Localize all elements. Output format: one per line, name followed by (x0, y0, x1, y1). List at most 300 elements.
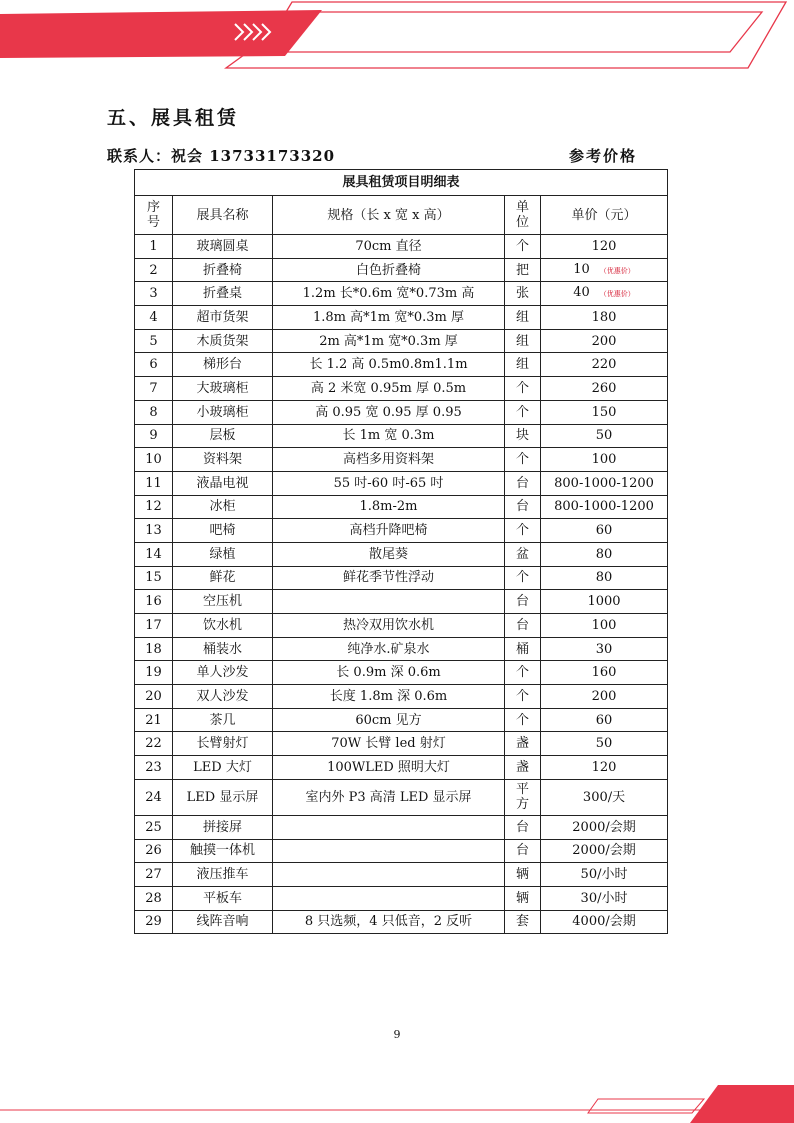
row-no-text: 10 (145, 452, 162, 468)
row-name-text: 平板车 (202, 890, 242, 906)
row-spec (273, 377, 505, 401)
row-name-text: LED 大灯 (193, 759, 252, 775)
row-spec (273, 708, 505, 732)
row-price-text: 800-1000-1200 (554, 475, 654, 491)
table-row (135, 815, 668, 839)
row-name (173, 637, 273, 661)
row-no (135, 400, 173, 424)
row-unit (505, 471, 541, 495)
row-price-text: 60 (595, 523, 613, 539)
row-price-text: 80 (595, 546, 613, 562)
table-caption: 展具租赁项目明细表 (135, 170, 668, 196)
row-name-text: 触摸一体机 (189, 843, 255, 859)
row-no-text: 23 (145, 759, 162, 775)
table-row (135, 637, 668, 661)
row-spec-text: 60cm 见方 (355, 712, 422, 728)
row-spec (273, 282, 505, 306)
row-spec-text: 室内外 P3 高清 LED 显示屏 (305, 789, 472, 805)
header-unit: 单位 (505, 196, 541, 235)
row-unit-text: 个 (515, 688, 529, 704)
row-no (135, 329, 173, 353)
row-price-text: 120 (591, 759, 617, 775)
row-price (541, 732, 668, 756)
row-name-text: 玻璃圆桌 (196, 238, 249, 254)
row-price (541, 779, 668, 815)
row-spec-text: 长 0.9m 深 0.6m (336, 665, 441, 681)
table-row (135, 353, 668, 377)
row-spec (273, 756, 505, 780)
row-name-text: 层板 (209, 428, 236, 444)
row-spec (273, 779, 505, 815)
row-spec-text: 长度 1.8m 深 0.6m (329, 688, 448, 704)
row-price-text: 200 (591, 333, 617, 349)
row-no-text: 12 (145, 499, 162, 515)
row-name-text: 双人沙发 (196, 688, 249, 704)
row-name-text: 液压推车 (196, 867, 249, 883)
footer-decoration (0, 1083, 794, 1123)
row-no-text: 15 (145, 570, 162, 586)
row-spec (273, 614, 505, 638)
table-row (135, 377, 668, 401)
row-unit (505, 258, 541, 282)
row-price (541, 519, 668, 543)
row-no-text: 27 (145, 867, 162, 883)
row-unit (505, 282, 541, 306)
row-unit-text: 个 (515, 380, 529, 396)
row-price-text: 800-1000-1200 (554, 499, 654, 515)
row-spec (273, 566, 505, 590)
row-price (541, 863, 668, 887)
row-unit (505, 732, 541, 756)
row-name (173, 519, 273, 543)
row-name-text: 资料架 (202, 452, 242, 468)
row-no (135, 306, 173, 330)
row-unit-text: 组 (515, 357, 529, 373)
row-no-text: 4 (149, 309, 158, 325)
row-unit-text: 张 (515, 286, 529, 302)
table-row (135, 448, 668, 472)
row-unit (505, 448, 541, 472)
row-price (541, 353, 668, 377)
table-row (135, 779, 668, 815)
row-spec-text: 1.8m-2m (359, 499, 418, 515)
row-unit-text: 组 (515, 309, 529, 325)
row-unit (505, 519, 541, 543)
row-spec-text: 长 1m 宽 0.3m (342, 428, 435, 444)
row-spec-text: 长 1.2 高 0.5m0.8m1.1m (309, 357, 468, 373)
row-no (135, 495, 173, 519)
row-spec (273, 353, 505, 377)
row-price-text: 2000/会期 (572, 843, 636, 859)
table-row (135, 685, 668, 709)
row-price (541, 448, 668, 472)
row-unit-text: 个 (515, 712, 529, 728)
row-name (173, 448, 273, 472)
row-unit (505, 329, 541, 353)
row-price (541, 306, 668, 330)
row-name-text: 梯形台 (202, 357, 242, 373)
discount-note: （优惠价） (599, 290, 635, 299)
row-price (541, 400, 668, 424)
row-name-text: 长臂射灯 (196, 736, 249, 752)
row-price (541, 614, 668, 638)
row-price (541, 839, 668, 863)
rental-table (134, 169, 668, 934)
row-no (135, 566, 173, 590)
row-name (173, 282, 273, 306)
row-price-text: 300/天 (582, 789, 626, 805)
discount-note: （优惠价） (599, 266, 635, 275)
row-unit (505, 566, 541, 590)
row-spec (273, 815, 505, 839)
row-price-text: 200 (591, 688, 617, 704)
row-name-text: 小玻璃柜 (196, 404, 249, 420)
row-spec-text: 白色折叠椅 (355, 262, 421, 278)
header-price: 单价（元） (541, 196, 668, 235)
row-no (135, 424, 173, 448)
row-no-text: 2 (149, 262, 158, 278)
row-no (135, 886, 173, 910)
header-name: 展具名称 (173, 196, 273, 235)
row-unit-text: 台 (515, 843, 529, 859)
row-spec-text: 1.2m 长*0.6m 宽*0.73m 高 (302, 286, 475, 302)
header-red-band (0, 10, 322, 58)
row-name (173, 306, 273, 330)
row-name (173, 400, 273, 424)
row-name (173, 661, 273, 685)
row-name-text: 吧椅 (209, 523, 236, 539)
row-unit (505, 495, 541, 519)
row-price-text: 50/小时 (580, 867, 628, 883)
row-no-text: 21 (145, 712, 162, 728)
row-no-text: 14 (145, 546, 162, 562)
row-price-text: 220 (591, 357, 617, 373)
row-no-text: 11 (145, 475, 162, 491)
row-price (541, 756, 668, 780)
row-name (173, 779, 273, 815)
table-row (135, 400, 668, 424)
row-name-text: 冰柜 (209, 499, 236, 515)
row-price (541, 282, 668, 306)
row-price (541, 377, 668, 401)
row-spec-text: 55 吋-60 吋-65 吋 (333, 475, 444, 491)
table-row (135, 306, 668, 330)
row-unit-text: 台 (515, 475, 529, 491)
table-row (135, 863, 668, 887)
row-name (173, 353, 273, 377)
row-unit (505, 353, 541, 377)
row-name-text: 茶几 (209, 712, 236, 728)
table-row (135, 566, 668, 590)
row-name (173, 708, 273, 732)
row-unit (505, 235, 541, 259)
row-price-text: 100 (591, 452, 617, 468)
row-price (541, 495, 668, 519)
row-no (135, 708, 173, 732)
row-spec (273, 424, 505, 448)
row-no (135, 353, 173, 377)
row-spec-text: 高 0.95 宽 0.95 厚 0.95 (315, 404, 462, 420)
row-no-text: 6 (149, 357, 158, 373)
row-name (173, 839, 273, 863)
table-row (135, 910, 668, 934)
row-price (541, 910, 668, 934)
row-unit (505, 614, 541, 638)
row-no-text: 7 (149, 380, 158, 396)
row-no (135, 590, 173, 614)
row-name-text: 空压机 (202, 594, 242, 610)
row-name (173, 863, 273, 887)
row-spec (273, 448, 505, 472)
row-price-text: 2000/会期 (572, 819, 636, 835)
row-spec (273, 685, 505, 709)
table-row (135, 235, 668, 259)
row-no (135, 519, 173, 543)
row-name (173, 756, 273, 780)
row-price (541, 424, 668, 448)
row-unit (505, 886, 541, 910)
row-no-text: 8 (149, 404, 158, 420)
row-price (541, 258, 668, 282)
row-unit (505, 839, 541, 863)
row-unit-text: 个 (515, 452, 529, 468)
contact-label: 联系人：祝会 (107, 147, 204, 165)
row-price-text: 50 (595, 428, 613, 444)
row-no-text: 17 (145, 617, 162, 633)
row-name (173, 566, 273, 590)
row-unit-text: 个 (515, 523, 529, 539)
row-unit (505, 708, 541, 732)
row-name-text: 超市货架 (196, 309, 249, 325)
row-no (135, 448, 173, 472)
row-unit-text: 桶 (515, 641, 529, 657)
row-no (135, 779, 173, 815)
row-no-text: 19 (145, 665, 162, 681)
row-name-text: 鲜花 (209, 570, 236, 586)
row-spec-text: 70W 长臂 led 射灯 (331, 736, 446, 752)
row-no (135, 235, 173, 259)
row-unit-text: 块 (515, 428, 529, 444)
row-unit-text: 台 (515, 594, 529, 610)
row-price-text: 180 (591, 309, 617, 325)
row-name (173, 886, 273, 910)
row-spec-text: 高 2 米宽 0.95m 厚 0.5m (310, 380, 467, 396)
row-unit (505, 661, 541, 685)
row-name-text: 绿植 (209, 546, 236, 562)
table-row (135, 732, 668, 756)
row-price (541, 815, 668, 839)
row-unit-text: 平方 (515, 782, 529, 813)
row-spec (273, 910, 505, 934)
row-no-text: 29 (145, 914, 162, 930)
row-spec (273, 661, 505, 685)
row-spec-text: 100WLED 照明大灯 (327, 759, 450, 775)
row-price (541, 708, 668, 732)
row-spec (273, 306, 505, 330)
row-spec (273, 590, 505, 614)
row-unit-text: 个 (515, 404, 529, 420)
table-row (135, 258, 668, 282)
row-no-text: 20 (145, 688, 162, 704)
row-no-text: 22 (145, 736, 162, 752)
table-row (135, 708, 668, 732)
row-price (541, 471, 668, 495)
row-unit-text: 辆 (515, 867, 529, 883)
row-spec (273, 495, 505, 519)
row-unit (505, 685, 541, 709)
row-no-text: 5 (149, 333, 158, 349)
row-price-text: 260 (591, 380, 617, 396)
row-price-text: 30 (595, 641, 613, 657)
row-name (173, 377, 273, 401)
row-no (135, 282, 173, 306)
row-name-text: 木质货架 (196, 333, 249, 349)
row-spec-text: 70cm 直径 (355, 238, 422, 254)
row-name (173, 590, 273, 614)
page-number: 9 (393, 1028, 401, 1041)
row-price (541, 590, 668, 614)
row-price-text: 40 (573, 285, 590, 301)
row-name-text: 拼接屏 (202, 819, 242, 835)
row-spec (273, 863, 505, 887)
table-row (135, 424, 668, 448)
row-no-text: 9 (149, 428, 158, 444)
row-name-text: 线阵音响 (196, 914, 249, 930)
row-spec (273, 329, 505, 353)
row-price-text: 1000 (587, 594, 621, 610)
row-unit (505, 863, 541, 887)
contact-phone: 13733173320 (209, 147, 336, 165)
row-price (541, 235, 668, 259)
row-name-text: 饮水机 (202, 617, 242, 633)
row-no (135, 471, 173, 495)
row-no (135, 661, 173, 685)
table-row (135, 329, 668, 353)
row-name (173, 614, 273, 638)
row-unit (505, 815, 541, 839)
row-spec-text: 鲜花季节性浮动 (342, 570, 434, 586)
price-reference-label: 参考价格 (568, 147, 637, 165)
row-price-text: 30/小时 (580, 890, 628, 906)
row-unit-text: 盆 (515, 546, 529, 562)
section-title: 五、展具租赁 (107, 107, 240, 129)
row-no (135, 685, 173, 709)
row-unit (505, 779, 541, 815)
row-spec (273, 732, 505, 756)
row-name-text: 折叠桌 (202, 286, 242, 302)
row-spec (273, 637, 505, 661)
row-no (135, 756, 173, 780)
row-unit-text: 辆 (515, 890, 529, 906)
header-spec: 规格（长 x 宽 x 高） (273, 196, 505, 235)
row-price (541, 329, 668, 353)
header-decoration (0, 0, 794, 72)
table-row (135, 495, 668, 519)
row-name (173, 329, 273, 353)
table-row (135, 542, 668, 566)
row-name (173, 542, 273, 566)
row-name (173, 424, 273, 448)
header-outline-band (226, 2, 786, 68)
row-price-text: 4000/会期 (572, 914, 636, 930)
table-row (135, 661, 668, 685)
row-price-text: 150 (591, 404, 617, 420)
table-row (135, 471, 668, 495)
row-no-text: 28 (145, 890, 162, 906)
row-name (173, 910, 273, 934)
row-spec (273, 235, 505, 259)
row-spec-text: 1.8m 高*1m 宽*0.3m 厚 (313, 309, 464, 325)
row-spec (273, 839, 505, 863)
row-name (173, 258, 273, 282)
row-spec (273, 258, 505, 282)
row-no (135, 377, 173, 401)
row-spec (273, 886, 505, 910)
row-unit-text: 盏 (515, 736, 529, 752)
row-spec-text: 8 只选频，4 只低音，2 反听 (304, 914, 473, 930)
row-price-text: 50 (595, 736, 613, 752)
row-no (135, 614, 173, 638)
row-unit-text: 个 (515, 570, 529, 586)
row-name (173, 815, 273, 839)
row-price-text: 80 (595, 570, 613, 586)
contact-row (107, 145, 637, 165)
row-no (135, 542, 173, 566)
header-no: 序号 (135, 196, 173, 235)
row-no (135, 910, 173, 934)
row-unit-text: 台 (515, 617, 529, 633)
row-name (173, 732, 273, 756)
row-unit-text: 组 (515, 333, 529, 349)
row-spec (273, 542, 505, 566)
row-no-text: 26 (145, 843, 162, 859)
row-name-text: 桶装水 (202, 641, 242, 657)
row-price (541, 661, 668, 685)
row-name (173, 471, 273, 495)
footer-outline-band (588, 1099, 704, 1113)
row-unit-text: 套 (515, 914, 529, 930)
row-name-text: LED 显示屏 (186, 789, 259, 805)
row-spec-text: 高档多用资料架 (342, 452, 434, 468)
row-no-text: 24 (145, 789, 162, 805)
row-name-text: 单人沙发 (196, 665, 249, 681)
row-spec-text: 散尾葵 (368, 546, 408, 562)
row-no-text: 18 (145, 641, 162, 657)
row-spec-text: 热冷双用饮水机 (342, 617, 434, 633)
table-row (135, 839, 668, 863)
row-unit-text: 盏 (515, 759, 529, 775)
table-row (135, 614, 668, 638)
row-unit (505, 590, 541, 614)
contact-info (107, 145, 335, 166)
row-unit-text: 台 (515, 499, 529, 515)
row-price (541, 637, 668, 661)
table-row (135, 886, 668, 910)
footer-red-band (690, 1085, 794, 1123)
row-unit (505, 377, 541, 401)
row-no (135, 732, 173, 756)
row-name-text: 液晶电视 (196, 475, 249, 491)
row-name (173, 495, 273, 519)
row-no-text: 13 (145, 523, 162, 539)
row-name (173, 685, 273, 709)
row-spec-text: 高档升降吧椅 (349, 523, 428, 539)
row-no-text: 3 (149, 286, 158, 302)
row-unit-text: 台 (515, 819, 529, 835)
row-no (135, 839, 173, 863)
row-unit (505, 756, 541, 780)
row-spec (273, 471, 505, 495)
